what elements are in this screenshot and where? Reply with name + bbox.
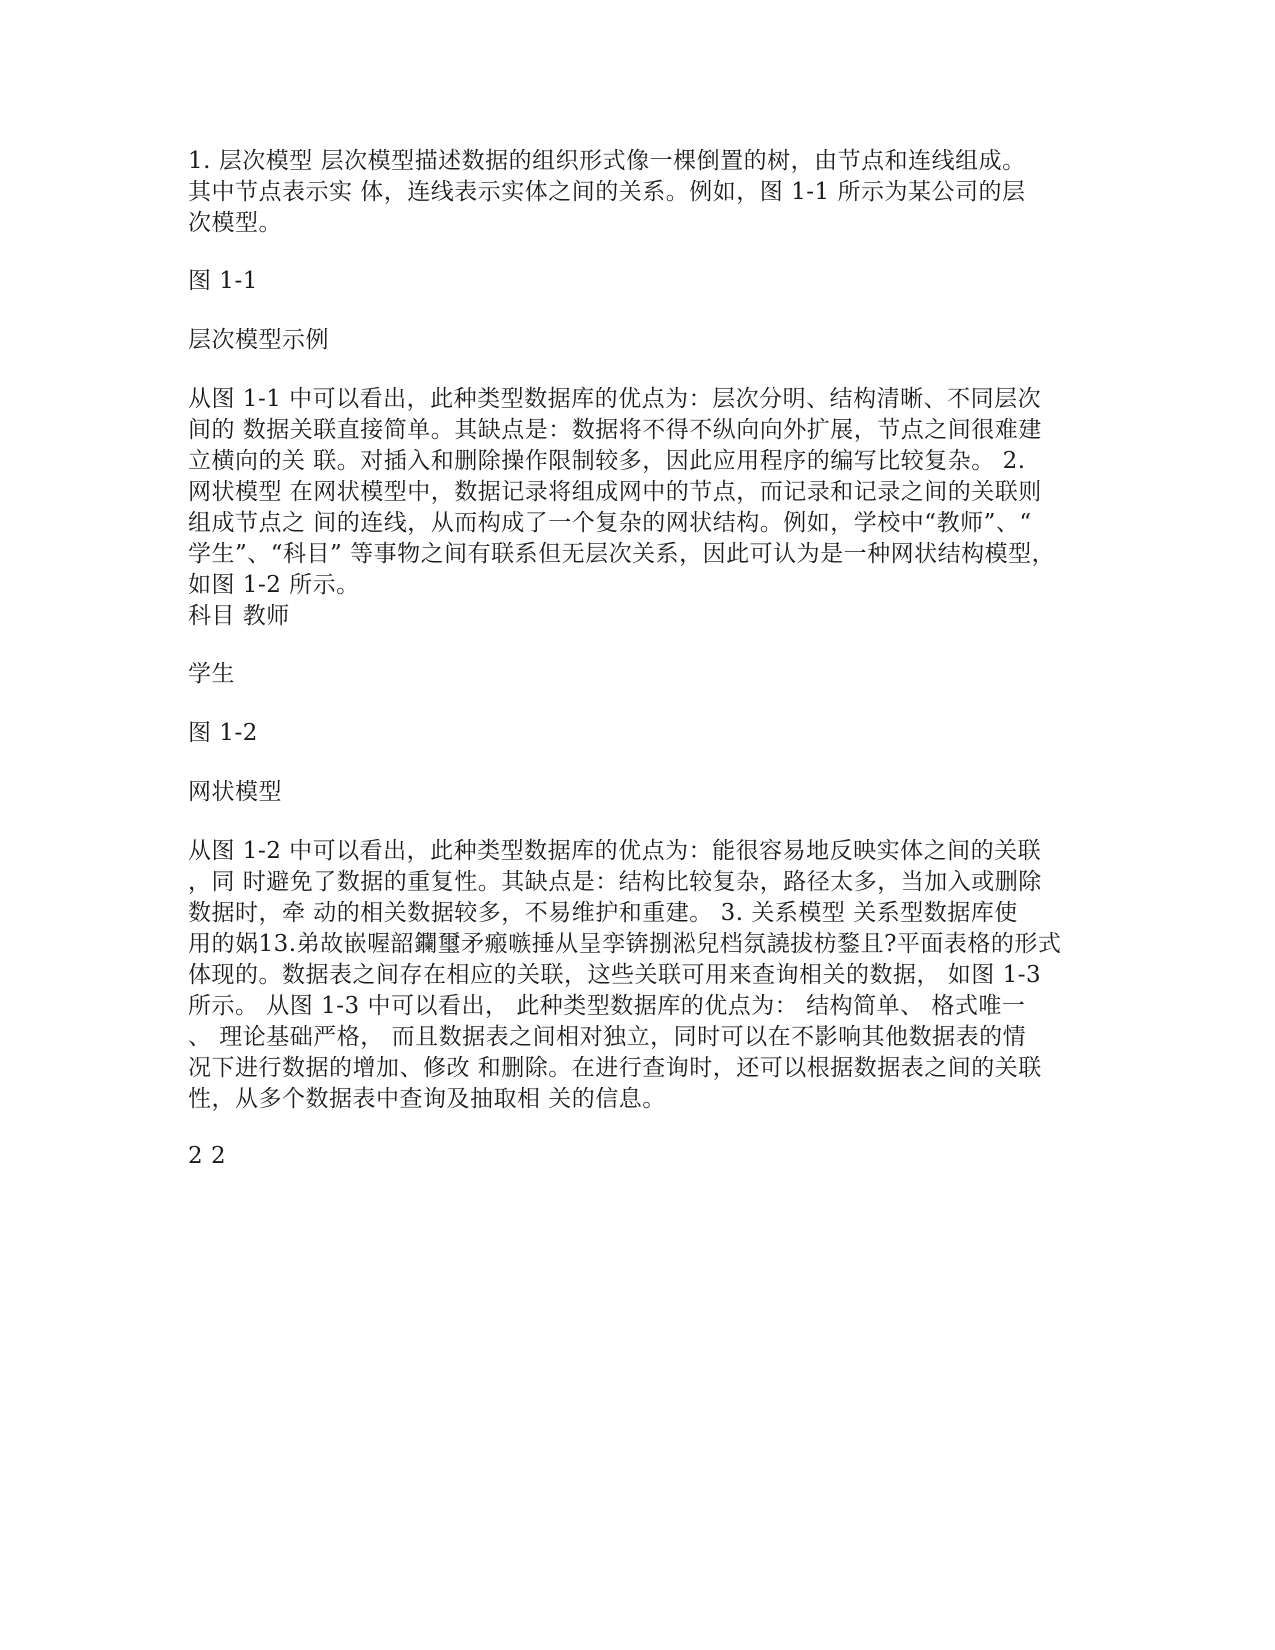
text-line: 性，从多个数据表中查询及抽取相 关的信息。: [188, 1086, 666, 1112]
text-line: 间的 数据关联直接简单。其缺点是：数据将不得不纵向向外扩展，节点之间很难建: [188, 417, 1042, 443]
text-line: 、 理论基础严格， 而且数据表之间相对独立，同时可以在不影响其他数据表的情: [188, 1024, 1027, 1050]
figure-label: 学生: [188, 661, 235, 687]
text-line: 其中节点表示实 体，连线表示实体之间的关系。例如，图 1-1 所示为某公司的层: [188, 179, 1026, 205]
text-line: 数据时，牵 动的相关数据较多，不易维护和重建。 3. 关系模型 关系型数据库使: [188, 900, 1018, 926]
text-line: 从图 1-1 中可以看出，此种类型数据库的优点为：层次分明、结构清晰、不同层次: [188, 386, 1042, 412]
text-line: 立横向的关 联。对插入和删除操作限制较多，因此应用程序的编写比较复杂。 2.: [188, 448, 1026, 474]
figure-label: 科目 教师: [188, 603, 290, 629]
figure-caption-number: 图 1-2: [188, 720, 258, 746]
page-number: 2 2: [188, 1143, 227, 1169]
figure-caption-title: 网状模型: [188, 779, 282, 805]
text-line: 如图 1-2 所示。: [188, 572, 360, 598]
text-line: 体现的。数据表之间存在相应的关联，这些关联可用来查询相关的数据， 如图 1-3: [188, 962, 1042, 988]
text-line: 用的娲13.弟故嵌喔韶鑭璽矛瘢嗾捶从呈孪锛捌淞兒档氛譊拔枋鍪且?平面表格的形式: [188, 931, 1062, 957]
figure-caption-title: 层次模型示例: [188, 327, 329, 353]
text-line: 所示。 从图 1-3 中可以看出， 此种类型数据库的优点为： 结构简单、 格式唯一: [188, 993, 1026, 1019]
text-line: 学生”、“科目” 等事物之间有联系但无层次关系，因此可认为是一种网状结构模型，: [188, 541, 1056, 567]
text-line: 组成节点之 间的连线，从而构成了一个复杂的网状结构。例如，学校中“教师”、“: [188, 510, 1032, 536]
text-line: 况下进行数据的增加、修改 和删除。在进行查询时，还可以根据数据表之间的关联: [188, 1055, 1042, 1081]
text-line: 次模型。: [188, 210, 282, 236]
text-line: 1. 层次模型 层次模型描述数据的组织形式像一棵倒置的树，由节点和连线组成。: [188, 148, 1026, 174]
text-line: ，同 时避免了数据的重复性。其缺点是：结构比较复杂，路径太多，当加入或删除: [188, 869, 1042, 895]
text-line: 从图 1-2 中可以看出，此种类型数据库的优点为：能很容易地反映实体之间的关联: [188, 838, 1042, 864]
text-line: 网状模型 在网状模型中，数据记录将组成网中的节点，而记录和记录之间的关联则: [188, 479, 1042, 505]
figure-caption-number: 图 1-1: [188, 268, 258, 294]
